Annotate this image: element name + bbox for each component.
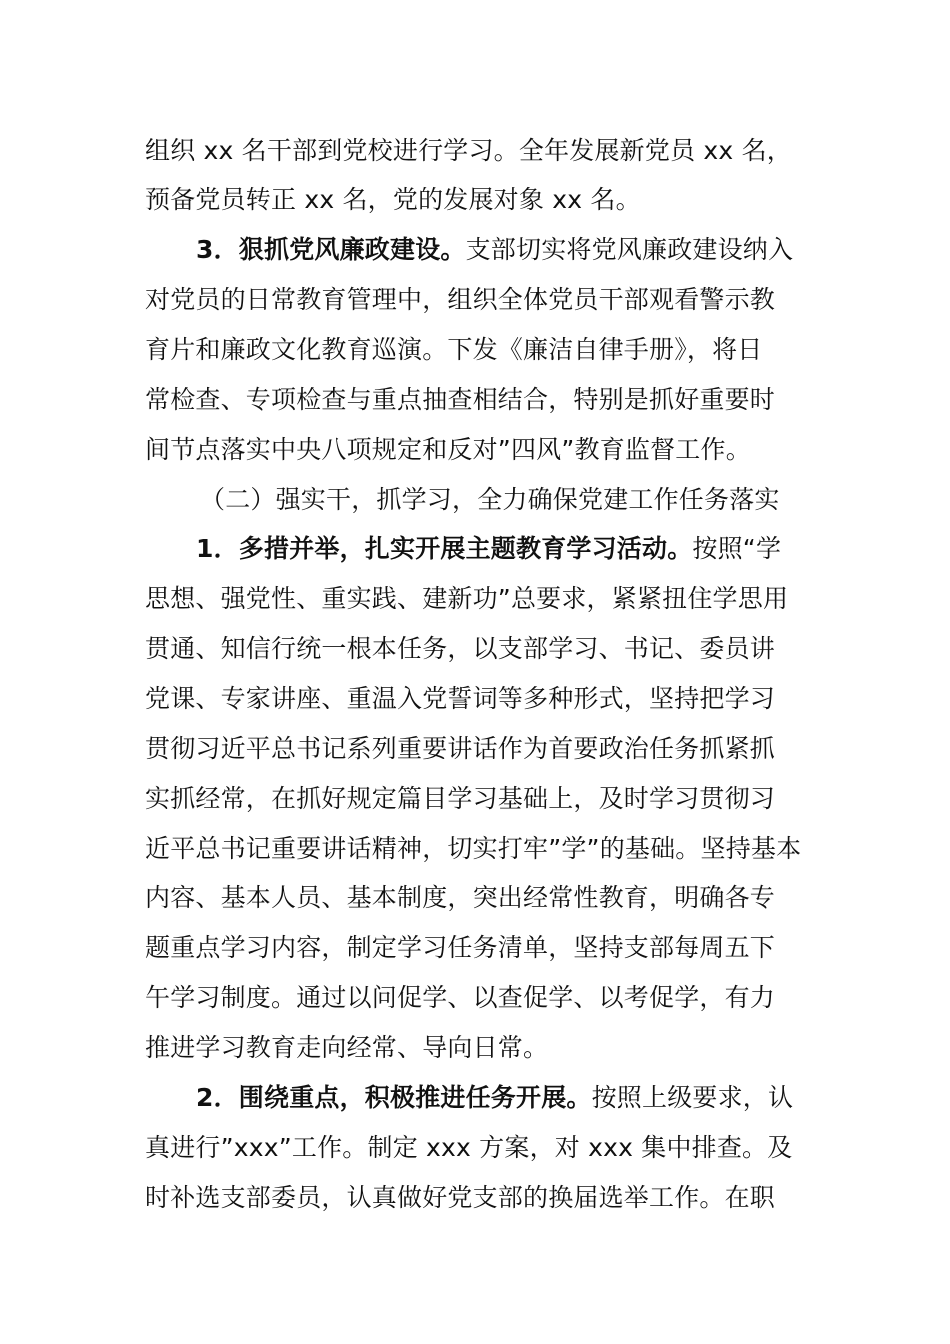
- paragraph-heading: 3．狠抓党风廉政建设。: [196, 235, 466, 264]
- paragraph-heading: 2．围绕重点，积极推进任务开展。: [196, 1083, 592, 1112]
- text-line: 题重点学习内容，制定学习任务清单，坚持支部每周五下: [145, 933, 776, 962]
- paragraph-text: 按照“学: [692, 534, 782, 563]
- text-line: 常检查、专项检查与重点抽查相结合，特别是抓好重要时: [145, 385, 776, 414]
- text-line: 党课、专家讲座、重温入党誓词等多种形式，坚持把学习: [145, 684, 776, 713]
- text-line: 午学习制度。通过以问促学、以查促学、以考促学，有力: [145, 983, 776, 1012]
- paragraph-first-line: [196, 532, 896, 566]
- text-line: 时补选支部委员，认真做好党支部的换届选举工作。在职: [145, 1183, 776, 1212]
- text-line: 实抓经常，在抓好规定篇目学习基础上，及时学习贯彻习: [145, 784, 776, 813]
- text-line: 内容、基本人员、基本制度，突出经常性教育，明确各专: [145, 883, 776, 912]
- text-line: 思想、强党性、重实践、建新功”总要求，紧紧扭住学思用: [145, 584, 789, 613]
- paragraph-first-line: [196, 1081, 896, 1115]
- paragraph-first-line: [196, 233, 896, 267]
- text-line: 贯彻习近平总书记系列重要讲话作为首要政治任务抓紧抓: [145, 734, 776, 763]
- text-line: 贯通、知信行统一根本任务，以支部学习、书记、委员讲: [145, 634, 776, 663]
- text-line: 对党员的日常教育管理中，组织全体党员干部观看警示教: [145, 285, 776, 314]
- text-line: 推进学习教育走向经常、导向日常。: [145, 1033, 549, 1062]
- paragraph-heading: 1．多措并举，扎实开展主题教育学习活动。: [196, 534, 693, 563]
- text-line: 近平总书记重要讲话精神，切实打牢”学”的基础。坚持基本: [145, 834, 802, 863]
- text-line: 育片和廉政文化教育巡演。下发《廉洁自律手册》，将日: [145, 335, 763, 364]
- paragraph-text: 支部切实将党风廉政建设纳入: [465, 235, 794, 264]
- text-line: 真进行”xxx”工作。制定 xxx 方案，对 xxx 集中排查。及: [145, 1133, 793, 1162]
- text-line: 预备党员转正 xx 名，党的发展对象 xx 名。: [145, 185, 641, 214]
- text-line: 间节点落实中央八项规定和反对”四风”教育监督工作。: [145, 435, 751, 464]
- text-line: 组织 xx 名干部到党校进行学习。全年发展新党员 xx 名，: [145, 136, 792, 165]
- paragraph-text: 按照上级要求，认: [591, 1083, 794, 1112]
- section-subtitle: （二）强实干，抓学习，全力确保党建工作任务落实: [200, 485, 780, 514]
